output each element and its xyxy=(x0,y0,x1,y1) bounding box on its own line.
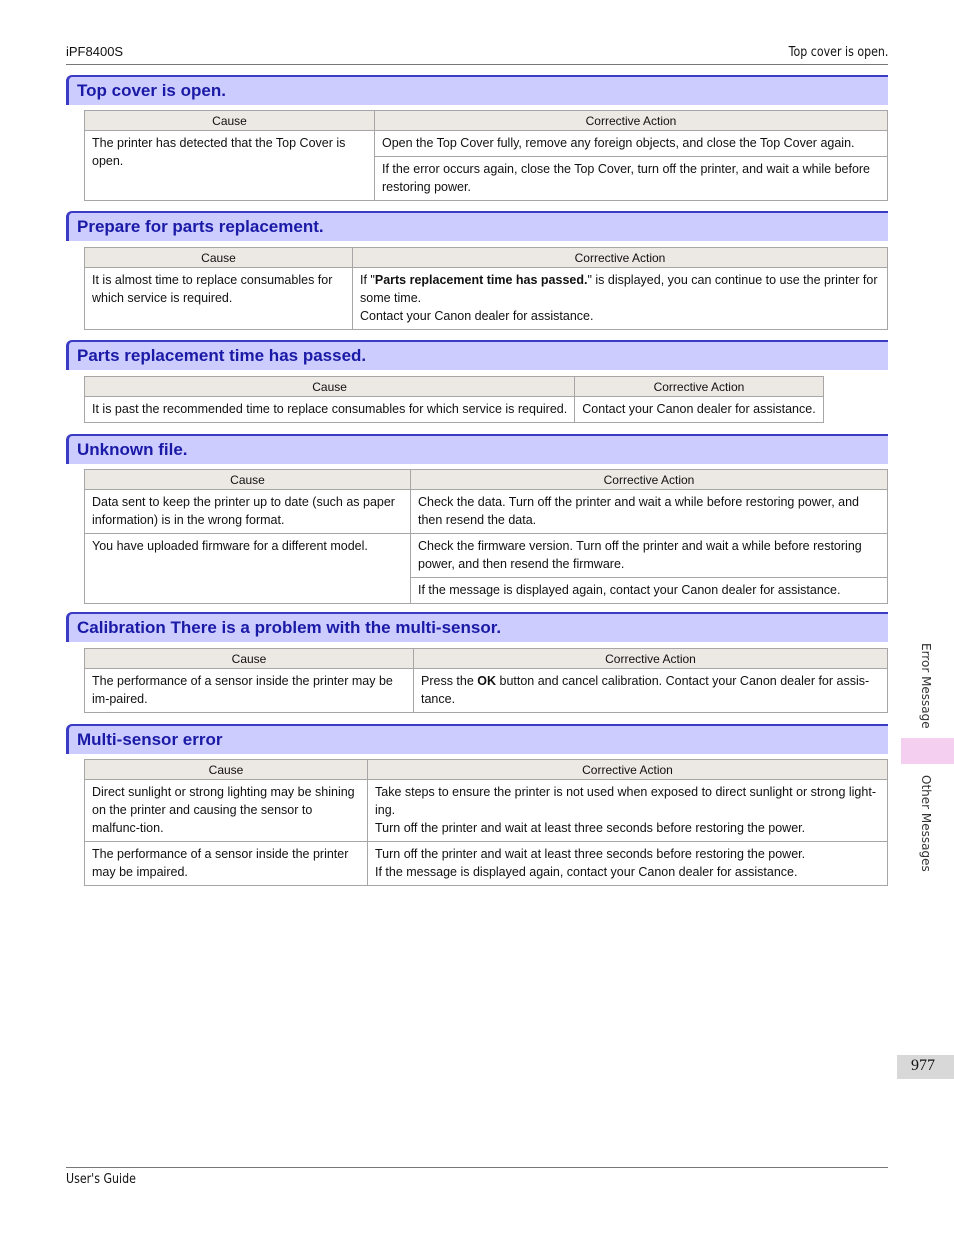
section-title-text: Prepare for parts replacement. xyxy=(77,217,324,236)
action-cell: If the message is displayed again, contact your Canon dealer for assistance. xyxy=(411,578,888,604)
section-title-text: Multi-sensor error xyxy=(77,730,223,749)
header-model: iPF8400S xyxy=(66,44,124,59)
action-header: Corrective Action xyxy=(353,248,888,268)
cause-header: Cause xyxy=(85,111,375,131)
action-text: " is displayed, you can continue to use the printer for some time. xyxy=(360,273,878,305)
action-cell: Open the Top Cover fully, remove any foreign objects, and close the Top Cover again. xyxy=(375,131,888,157)
cause-cell: Direct sunlight or strong lighting may be shining on the printer and causing the sensor to malfunc-tion. xyxy=(85,780,368,842)
footer-divider xyxy=(66,1167,888,1168)
side-tab-other-messages[interactable]: Other Messages xyxy=(919,775,933,872)
action-bold-text: Parts replacement time has passed. xyxy=(374,273,588,287)
cause-cell: It is past the recommended time to replace consumables for which service is required. xyxy=(85,397,575,423)
section-title-unknown-file xyxy=(66,434,888,464)
action-cell: Contact your Canon dealer for assistance. xyxy=(575,397,823,423)
table-calibration xyxy=(84,648,888,713)
table-multi-sensor xyxy=(84,759,888,886)
action-text: Turn off the printer and wait at least three seconds before restoring the power. xyxy=(375,821,806,835)
table-unknown-file xyxy=(84,469,888,604)
table-parts-passed xyxy=(84,376,824,423)
section-title-text: Calibration There is a problem with the multi-sensor. xyxy=(77,618,502,637)
action-cell: If the error occurs again, close the Top Cover, turn off the printer, and wait a while before restoring power. xyxy=(375,157,888,201)
cause-cell: Data sent to keep the printer up to date (such as paper information) is in the wrong format. xyxy=(85,490,411,534)
action-header: Corrective Action xyxy=(411,470,888,490)
section-title-calibration xyxy=(66,612,888,642)
action-text: If " xyxy=(360,273,375,287)
section-title-top-cover xyxy=(66,75,888,105)
cause-header: Cause xyxy=(85,649,414,669)
action-text: If the message is displayed again, contact your Canon dealer for assistance. xyxy=(375,865,798,879)
action-cell: Check the firmware version. Turn off the printer and wait a while before restoring power, and then resend the firmware. xyxy=(411,534,888,578)
action-header: Corrective Action xyxy=(575,377,823,397)
cause-header: Cause xyxy=(85,760,368,780)
action-text: button and cancel calibration. Contact your Canon dealer for assis-tance. xyxy=(421,674,870,706)
table-top-cover xyxy=(84,110,888,201)
section-title-text: Top cover is open. xyxy=(77,81,226,100)
action-cell xyxy=(414,669,888,713)
cause-cell: The printer has detected that the Top Cover is open. xyxy=(85,131,375,201)
section-title-parts-passed xyxy=(66,340,888,370)
action-cell: Check the data. Turn off the printer and wait a while before restoring power, and then resend the data. xyxy=(411,490,888,534)
cause-header: Cause xyxy=(85,470,411,490)
footer-guide: User's Guide xyxy=(66,1172,136,1187)
action-text: Take steps to ensure the printer is not used when exposed to direct sunlight or strong light-ing. xyxy=(375,785,876,817)
section-title-text: Unknown file. xyxy=(77,440,188,459)
cause-cell: The performance of a sensor inside the printer may be impaired. xyxy=(85,842,368,886)
section-title-text: Parts replacement time has passed. xyxy=(77,346,367,365)
action-header: Corrective Action xyxy=(375,111,888,131)
cause-cell: The performance of a sensor inside the printer may be im-paired. xyxy=(85,669,414,713)
cause-cell: It is almost time to replace consumables for which service is required. xyxy=(85,268,353,330)
action-header: Corrective Action xyxy=(368,760,888,780)
cause-header: Cause xyxy=(85,248,353,268)
action-cell xyxy=(368,780,888,842)
section-title-prepare-parts xyxy=(66,211,888,241)
header-topic: Top cover is open. xyxy=(788,45,888,60)
cause-cell: You have uploaded firmware for a different model. xyxy=(85,534,411,604)
action-text: Contact your Canon dealer for assistance. xyxy=(360,309,594,323)
cause-header: Cause xyxy=(85,377,575,397)
table-prepare-parts xyxy=(84,247,888,330)
action-header: Corrective Action xyxy=(414,649,888,669)
section-title-multi-sensor xyxy=(66,724,888,754)
side-tab-error-message[interactable]: Error Message xyxy=(919,643,933,729)
header-divider xyxy=(66,64,888,65)
action-cell xyxy=(353,268,888,330)
action-cell xyxy=(368,842,888,886)
page-number: 977 xyxy=(911,1057,935,1074)
action-bold-text: OK xyxy=(477,674,497,688)
action-text: Turn off the printer and wait at least three seconds before restoring the power. xyxy=(375,847,806,861)
side-tab-marker xyxy=(901,738,954,764)
action-text: Press the xyxy=(421,674,478,688)
